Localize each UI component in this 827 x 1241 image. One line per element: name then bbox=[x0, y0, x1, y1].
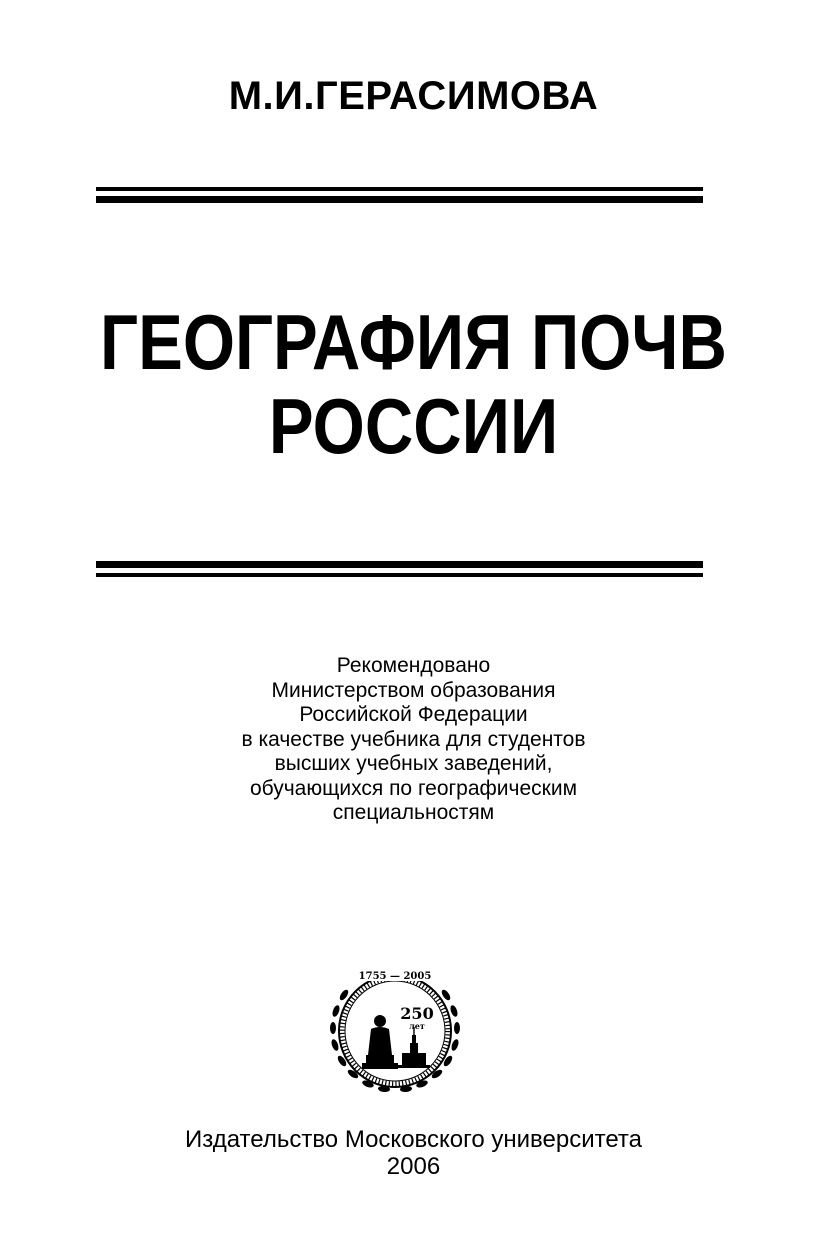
recommendation-line: Министерством образования bbox=[271, 678, 556, 702]
book-title bbox=[58, 300, 769, 468]
title-line-1: ГЕОГРАФИЯ ПОЧВ bbox=[100, 298, 727, 386]
recommendation-line: Рекомендовано bbox=[336, 654, 491, 677]
top-divider bbox=[96, 187, 703, 203]
bottom-divider bbox=[96, 561, 703, 577]
top-divider-thick-line bbox=[96, 196, 703, 203]
bottom-divider-thin-line bbox=[96, 573, 703, 577]
moscow-university-250-years-emblem-icon bbox=[322, 955, 468, 1101]
statue-icon bbox=[362, 1015, 398, 1069]
university-building-icon bbox=[398, 1027, 430, 1068]
recommendation-line: обучающихся по географическим bbox=[249, 776, 578, 800]
publication-year: 2006 bbox=[386, 1153, 441, 1180]
emblem-years: 1755 — 2005 bbox=[358, 971, 432, 982]
emblem-anniversary-number: 250 bbox=[400, 1004, 434, 1023]
recommendation-line: Российской Федерации bbox=[299, 703, 528, 726]
title-line-2: РОССИИ bbox=[268, 382, 559, 470]
bottom-divider-thick-line bbox=[96, 561, 703, 568]
top-divider-thin-line bbox=[96, 187, 703, 191]
emblem-anniversary-word: лет bbox=[409, 1021, 425, 1031]
recommendation-block bbox=[0, 654, 827, 826]
publisher-name: Издательство Московского университета bbox=[185, 1126, 642, 1153]
recommendation-line: высших учебных заведений, bbox=[274, 752, 553, 775]
recommendation-line: в качестве учебника для студентов bbox=[241, 727, 586, 751]
author-name: М.И.ГЕРАСИМОВА bbox=[228, 74, 599, 118]
publisher-block bbox=[0, 1126, 827, 1180]
recommendation-line: специальностям bbox=[332, 801, 495, 824]
